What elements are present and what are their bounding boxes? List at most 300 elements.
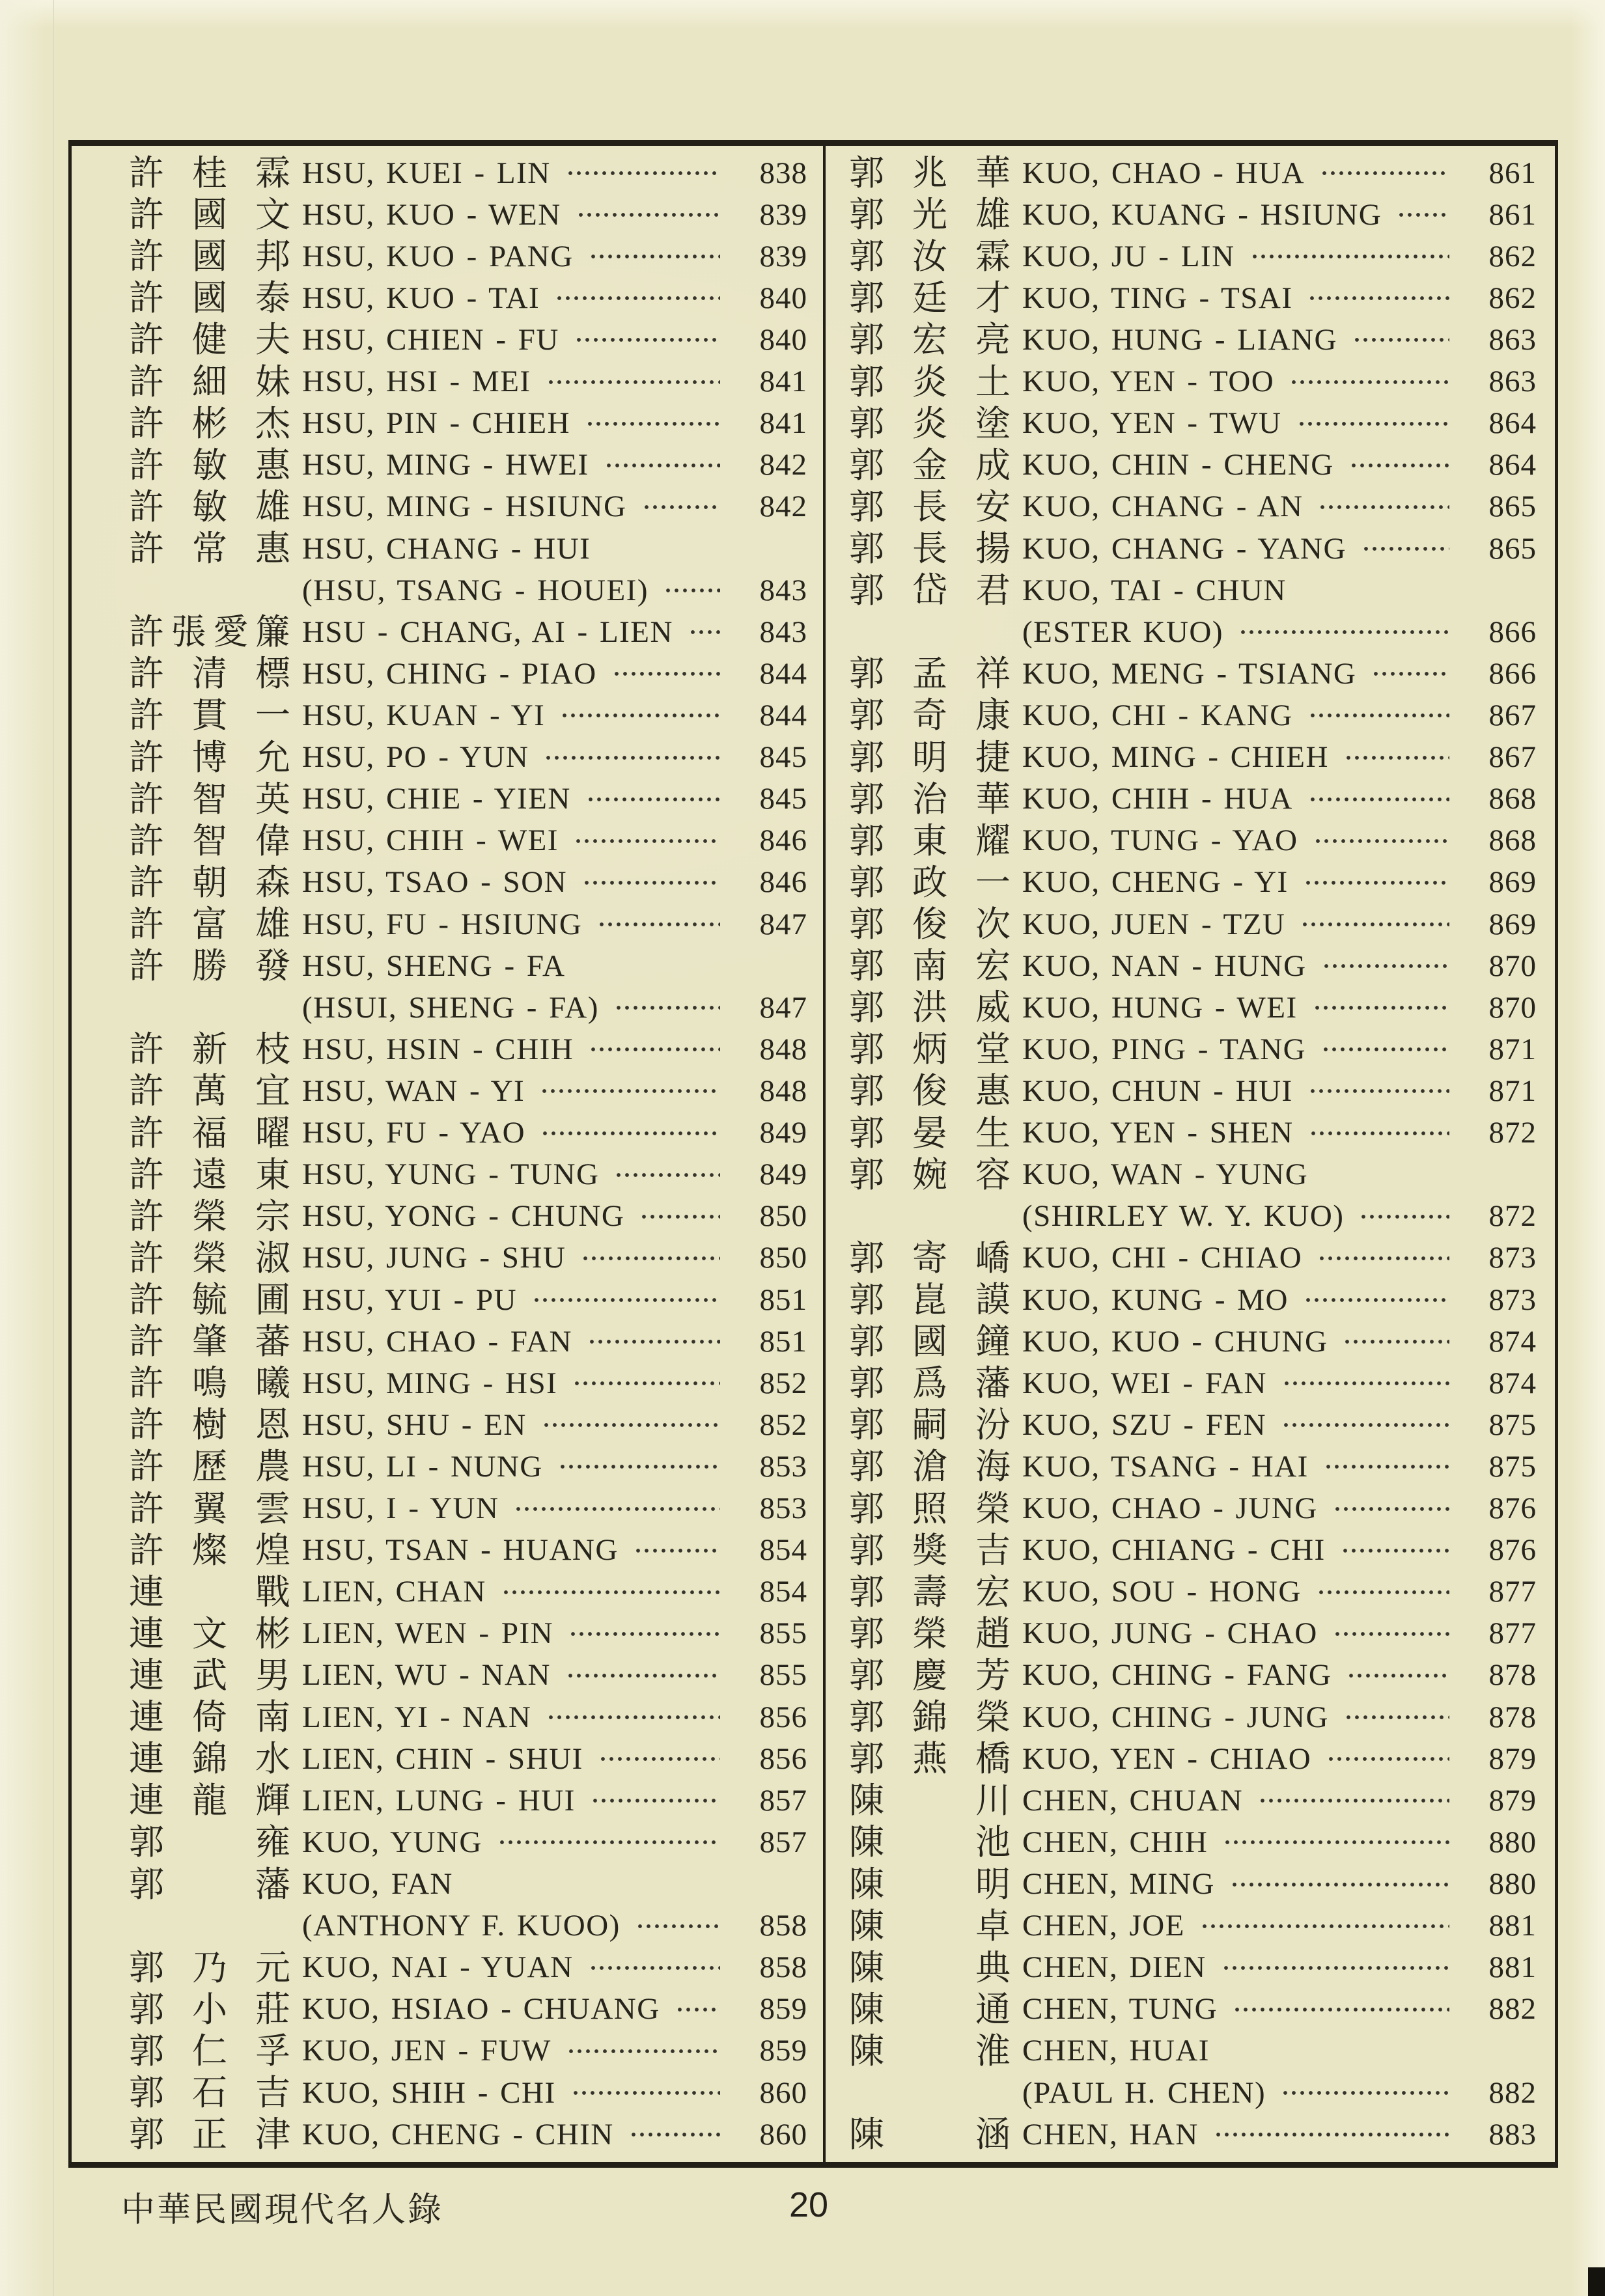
dot-leader [548, 1715, 720, 1720]
dot-leader [557, 296, 720, 301]
romanized-name: KUO, WEI - FAN [1022, 1366, 1267, 1400]
dot-leader [1322, 171, 1449, 176]
index-row [849, 862, 1537, 904]
chinese-name: 郭 國 鐘 [849, 1322, 1011, 1362]
index-row [129, 1989, 807, 2030]
romanized-name: CHEN, DIEN [1022, 1950, 1207, 1985]
chinese-name: 許 敏 惠 [129, 445, 290, 485]
entry-page-number: 879 [1488, 1741, 1537, 1776]
entry-page-number: 860 [759, 2117, 807, 2151]
romanized-name: KUO, KUNG - MO [1022, 1282, 1289, 1317]
dot-leader [1315, 1005, 1449, 1010]
romanized-name: KUO, SZU - FEN [1022, 1407, 1267, 1442]
chinese-name: 許 遠 東 [129, 1155, 290, 1195]
dot-leader [1348, 1673, 1449, 1678]
romanized-name: HSU, FU - YAO [302, 1116, 526, 1150]
index-row [129, 194, 807, 236]
chinese-name: 郭 俊 惠 [849, 1072, 1011, 1111]
index-row [129, 611, 807, 653]
index-row [129, 1029, 807, 1070]
chinese-name: 許 新 枝 [129, 1030, 290, 1070]
romanized-name: HSU, MING - HWEI [302, 448, 589, 482]
entry-page-number: 863 [1488, 365, 1537, 399]
chinese-name: 許 富 雄 [129, 905, 290, 945]
chinese-name: 郭 長 揚 [849, 529, 1011, 569]
chinese-name: 許 彬 杰 [129, 404, 290, 443]
entry-page-number: 846 [759, 865, 807, 900]
entry-page-number: 845 [759, 782, 807, 816]
entry-page-number: 877 [1488, 1616, 1537, 1651]
index-row [129, 1655, 807, 1696]
chinese-name: 郭 寄 嶠 [849, 1238, 1011, 1278]
romanized-name: KUO, CHENG - CHIN [302, 2117, 614, 2151]
entry-page-number: 862 [1488, 281, 1537, 315]
index-row [129, 319, 807, 361]
chinese-name: 郭 奇 康 [849, 696, 1011, 736]
dot-leader [1326, 1464, 1449, 1469]
name-index-table [68, 140, 1558, 2168]
index-row [849, 1821, 1537, 1863]
dot-leader [1324, 963, 1449, 969]
entry-page-number: 847 [759, 990, 807, 1025]
scan-edge-left [0, 0, 54, 2296]
entry-page-number: 866 [1488, 656, 1537, 691]
index-row [129, 904, 807, 945]
index-row [129, 1905, 807, 1947]
chinese-name: 郭 燕 橋 [849, 1739, 1011, 1779]
chinese-name: 郭 滄 海 [849, 1447, 1011, 1487]
dot-leader [614, 671, 720, 676]
romanized-name: KUO, MING - CHIEH [1022, 740, 1329, 775]
dot-leader [1252, 254, 1449, 259]
index-row [849, 1530, 1537, 1571]
romanized-name: LIEN, WEN - PIN [302, 1616, 554, 1651]
chinese-name: 郭 俊 次 [849, 905, 1011, 945]
chinese-name: 許 桂 霖 [129, 154, 290, 193]
romanized-name: (HSU, TSANG - HOUEI) [302, 573, 649, 607]
romanized-name: HSU, HSI - MEI [302, 365, 531, 399]
entry-page-number: 839 [759, 197, 807, 232]
index-row [849, 1488, 1537, 1530]
chinese-name: 許 智 英 [129, 779, 290, 819]
romanized-name: KUO, CHAO - JUNG [1022, 1491, 1318, 1526]
index-row [849, 236, 1537, 277]
index-row [849, 653, 1537, 695]
dot-leader [534, 1297, 720, 1303]
entry-page-number: 858 [759, 1950, 807, 1985]
dot-leader [641, 1214, 720, 1219]
dot-leader [1319, 1590, 1449, 1595]
entry-page-number: 855 [759, 1658, 807, 1693]
chinese-name: 陳 通 [849, 1989, 1011, 2029]
entry-page-number: 873 [1488, 1241, 1537, 1275]
romanized-name: KUO, CHANG - YANG [1022, 531, 1347, 566]
index-row [849, 403, 1537, 445]
dot-leader [616, 1172, 720, 1178]
column-left [129, 152, 807, 2155]
chinese-name: 郭 炎 塗 [849, 404, 1011, 443]
index-row [849, 695, 1537, 736]
dot-leader [1283, 1422, 1449, 1428]
entry-page-number: 865 [1488, 490, 1537, 524]
entry-page-number: 843 [759, 573, 807, 607]
romanized-name: KUO, TING - TSAI [1022, 281, 1293, 315]
chinese-name: 郭 藩 [129, 1864, 290, 1904]
romanized-name: HSU, FU - HSIUNG [302, 907, 583, 941]
romanized-name: KUO, YEN - CHIAO [1022, 1741, 1312, 1776]
index-row [849, 1989, 1537, 2030]
dot-leader [635, 1548, 720, 1553]
chinese-name: 郭 仁 孚 [129, 2031, 290, 2071]
dot-leader [1346, 1715, 1449, 1720]
index-row [849, 2114, 1537, 2155]
dot-leader [1310, 797, 1449, 802]
entry-page-number: 870 [1488, 990, 1537, 1025]
dot-leader [1346, 755, 1449, 760]
dot-leader [568, 171, 720, 176]
entry-page-number: 869 [1488, 865, 1537, 900]
romanized-name: KUO, MENG - TSIANG [1022, 656, 1357, 691]
romanized-name: KUO, HUNG - LIANG [1022, 322, 1337, 357]
romanized-name: CHEN, CHUAN [1022, 1783, 1244, 1818]
index-row [849, 1362, 1537, 1404]
entry-page-number: 870 [1488, 948, 1537, 983]
dot-leader [591, 254, 720, 259]
index-row [129, 1738, 807, 1780]
romanized-name: KUO, CHIANG - CHI [1022, 1533, 1326, 1568]
chinese-name: 許 國 邦 [129, 237, 290, 277]
index-row [849, 445, 1537, 486]
chinese-name: 許 國 文 [129, 195, 290, 235]
romanized-name: LIEN, WU - NAN [302, 1658, 551, 1693]
dot-leader [1240, 629, 1449, 635]
entry-page-number: 854 [759, 1533, 807, 1568]
index-row [849, 1905, 1537, 1947]
entry-page-number: 882 [1488, 1992, 1537, 2026]
romanized-name: CHEN, CHIH [1022, 1825, 1208, 1859]
romanized-name: HSU, MING - HSIUNG [302, 490, 627, 524]
index-row [129, 862, 807, 904]
romanized-name: KUO, TSANG - HAI [1022, 1449, 1309, 1484]
romanized-name: KUO, HUNG - WEI [1022, 990, 1298, 1025]
romanized-name: KUO, CHING - FANG [1022, 1658, 1332, 1693]
entry-page-number: 851 [759, 1282, 807, 1317]
romanized-name: KUO, JEN - FUW [302, 2034, 551, 2068]
romanized-name: CHEN, HAN [1022, 2117, 1199, 2151]
index-row [849, 1029, 1537, 1070]
romanized-name: (SHIRLEY W. Y. KUO) [1022, 1199, 1345, 1234]
dot-leader [570, 1631, 720, 1637]
index-row [129, 1154, 807, 1196]
chinese-name: 連 文 彬 [129, 1614, 290, 1653]
dot-leader [1299, 421, 1450, 426]
index-row [849, 820, 1537, 862]
entry-page-number: 865 [1488, 531, 1537, 566]
index-row [129, 1279, 807, 1321]
index-row [129, 945, 807, 987]
chinese-name: 郭 廷 才 [849, 279, 1011, 318]
index-row [129, 1613, 807, 1655]
dot-leader [644, 505, 720, 510]
index-row [129, 1113, 807, 1154]
entry-page-number: 844 [759, 698, 807, 732]
index-row [129, 1780, 807, 1821]
dot-leader [591, 1047, 720, 1052]
chinese-name: 許 榮 宗 [129, 1196, 290, 1236]
chinese-name: 郭 長 安 [849, 487, 1011, 527]
dot-leader [548, 380, 720, 385]
romanized-name: LIEN, CHIN - SHUI [302, 1741, 583, 1776]
romanized-name: KUO, CHI - KANG [1022, 698, 1293, 732]
index-row [849, 528, 1537, 570]
scan-corner-mark [1588, 2267, 1605, 2296]
chinese-name: 連 錦 水 [129, 1739, 290, 1779]
index-row [129, 1446, 807, 1487]
chinese-name: 許 肇 蕃 [129, 1322, 290, 1362]
romanized-name: KUO, CHIH - HUA [1022, 782, 1293, 816]
dot-leader [600, 1756, 720, 1762]
entry-page-number: 863 [1488, 322, 1537, 357]
index-row [129, 570, 807, 611]
entry-page-number: 881 [1488, 1950, 1537, 1985]
dot-leader [606, 463, 720, 468]
index-row [129, 1863, 807, 1905]
dot-leader [1399, 212, 1449, 217]
index-row [849, 1404, 1537, 1446]
entry-page-number: 850 [759, 1241, 807, 1275]
column-right [849, 152, 1537, 2155]
romanized-name: KUO, CHAO - HUA [1022, 156, 1305, 190]
dot-leader [665, 588, 720, 593]
romanized-name: HSU, CHIE - YIEN [302, 782, 571, 816]
dot-leader [1345, 1339, 1449, 1344]
chinese-name: 許 榮 淑 [129, 1238, 290, 1278]
index-row [849, 1154, 1537, 1196]
index-row [129, 486, 807, 528]
dot-leader [1354, 337, 1449, 342]
dot-leader [1305, 1297, 1449, 1303]
index-row [129, 820, 807, 862]
dot-leader [1309, 296, 1449, 301]
index-row [129, 1488, 807, 1530]
romanized-name: HSU, CHIEN - FU [302, 322, 559, 357]
romanized-name: KUO, CHING - JUNG [1022, 1700, 1329, 1734]
entry-page-number: 872 [1488, 1116, 1537, 1150]
index-row [129, 277, 807, 319]
entry-page-number: 871 [1488, 1032, 1537, 1066]
romanized-name: HSU, YUNG - TUNG [302, 1157, 600, 1192]
dot-leader [589, 1339, 720, 1344]
entry-page-number: 841 [759, 406, 807, 441]
chinese-name: 郭 晏 生 [849, 1113, 1011, 1153]
dot-leader [1323, 1047, 1449, 1052]
entry-page-number: 849 [759, 1157, 807, 1192]
chinese-name: 郭 炎 土 [849, 362, 1011, 402]
dot-leader [1284, 1381, 1449, 1386]
romanized-name: HSU, TSAN - HUANG [302, 1533, 619, 1568]
dot-leader [499, 1840, 720, 1845]
chinese-name: 許 福 曜 [129, 1113, 290, 1153]
chinese-name: 郭 東 耀 [849, 821, 1011, 861]
romanized-name: HSU, SHU - EN [302, 1407, 527, 1442]
index-row [129, 1571, 807, 1613]
chinese-name: 許 敏 雄 [129, 487, 290, 527]
romanized-name: KUO, YEN - TWU [1022, 406, 1282, 441]
index-row [849, 152, 1537, 194]
entry-page-number: 878 [1488, 1658, 1537, 1693]
chinese-name: 郭 南 宏 [849, 947, 1011, 986]
entry-page-number: 877 [1488, 1575, 1537, 1609]
index-row [849, 1613, 1537, 1655]
romanized-name: KUO, PING - TANG [1022, 1032, 1307, 1066]
dot-leader [546, 755, 720, 760]
index-row [129, 1696, 807, 1738]
romanized-name: HSU, PIN - CHIEH [302, 406, 570, 441]
chinese-name: 郭 孟 祥 [849, 654, 1011, 694]
chinese-name: 許 萬 宜 [129, 1072, 290, 1111]
dot-leader [560, 1464, 720, 1469]
entry-page-number: 882 [1488, 2075, 1537, 2110]
chinese-name: 郭 洪 威 [849, 988, 1011, 1028]
chinese-name: 郭 光 雄 [849, 195, 1011, 235]
entry-page-number: 859 [759, 1992, 807, 2026]
chinese-name: 郭 爲 藩 [849, 1364, 1011, 1404]
chinese-name: 郭 婉 容 [849, 1155, 1011, 1195]
romanized-name: HSU, PO - YUN [302, 740, 529, 775]
romanized-name: HSU, WAN - YI [302, 1073, 525, 1108]
romanized-name: KUO, CHIN - CHENG [1022, 448, 1334, 482]
index-row [129, 528, 807, 570]
dot-leader [1335, 1506, 1449, 1512]
chinese-name: 郭 正 津 [129, 2115, 290, 2155]
dot-leader [1315, 838, 1449, 844]
footer-page-number: 20 [789, 2185, 829, 2224]
dot-leader [576, 838, 720, 844]
index-row [849, 904, 1537, 945]
romanized-name: HSU, KUO - WEN [302, 197, 561, 232]
romanized-name: HSU, CHING - PIAO [302, 656, 597, 691]
entry-page-number: 868 [1488, 823, 1537, 858]
entry-page-number: 861 [1488, 156, 1537, 190]
entry-page-number: 853 [759, 1491, 807, 1526]
romanized-name: KUO, FAN [302, 1867, 453, 1902]
index-row [129, 1196, 807, 1238]
chinese-name: 郭 炳 堂 [849, 1030, 1011, 1070]
romanized-name: HSU, CHIH - WEI [302, 823, 559, 858]
index-row [849, 987, 1537, 1029]
index-row [849, 611, 1537, 653]
entry-page-number: 853 [759, 1449, 807, 1484]
chinese-name: 許 博 允 [129, 738, 290, 777]
index-row [849, 1780, 1537, 1821]
entry-page-number: 855 [759, 1616, 807, 1651]
chinese-name: 許 貫 一 [129, 696, 290, 736]
chinese-name: 許 燦 煌 [129, 1530, 290, 1570]
dot-leader [588, 797, 720, 802]
romanized-name: HSU, SHENG - FA [302, 948, 566, 983]
chinese-name: 許 細 妹 [129, 362, 290, 402]
entry-page-number: 852 [759, 1366, 807, 1400]
entry-page-number: 867 [1488, 698, 1537, 732]
dot-leader [677, 2007, 720, 2012]
entry-page-number: 876 [1488, 1533, 1537, 1568]
index-row [129, 1821, 807, 1863]
entry-page-number: 849 [759, 1116, 807, 1150]
entry-page-number: 857 [759, 1783, 807, 1818]
dot-leader [542, 1088, 720, 1094]
entry-page-number: 846 [759, 823, 807, 858]
dot-leader [1235, 2007, 1449, 2012]
chinese-name: 許 張 愛 簾 [129, 613, 290, 652]
romanized-name: HSU, HSIN - CHIH [302, 1032, 574, 1066]
index-row [849, 1655, 1537, 1696]
dot-leader [631, 2132, 720, 2137]
dot-leader [1202, 1924, 1449, 1929]
index-row [129, 2114, 807, 2155]
entry-page-number: 880 [1488, 1867, 1537, 1902]
romanized-name: KUO, JUNG - CHAO [1022, 1616, 1318, 1651]
index-row [129, 361, 807, 403]
romanized-name: CHEN, JOE [1022, 1909, 1185, 1943]
index-row [849, 1947, 1537, 1989]
romanized-name: KUO, CHI - CHIAO [1022, 1241, 1303, 1275]
romanized-name: KUO, JUEN - TZU [1022, 907, 1286, 941]
scan-edge-top [0, 0, 1605, 29]
romanized-name: (HSUI, SHENG - FA) [302, 990, 599, 1025]
romanized-name: HSU, KUO - PANG [302, 239, 574, 273]
romanized-name: HSU, MING - HSI [302, 1366, 558, 1400]
dot-leader [1319, 1256, 1449, 1261]
entry-page-number: 858 [759, 1909, 807, 1943]
entry-page-number: 852 [759, 1407, 807, 1442]
entry-page-number: 856 [759, 1741, 807, 1776]
chinese-name: 許 國 泰 [129, 279, 290, 318]
index-row [849, 319, 1537, 361]
dot-leader [1232, 1882, 1449, 1887]
chinese-name: 連 倚 南 [129, 1698, 290, 1737]
romanized-name: KUO, SHIH - CHI [302, 2075, 556, 2110]
dot-leader [1225, 1840, 1449, 1845]
romanized-name: KUO, YEN - TOO [1022, 365, 1275, 399]
chinese-name: 許 歷 農 [129, 1447, 290, 1487]
dot-leader [542, 1131, 720, 1136]
chinese-name: 陳 淮 [849, 2031, 1011, 2071]
index-row [849, 2072, 1537, 2114]
romanized-name: KUO, TAI - CHUN [1022, 573, 1287, 607]
entry-page-number: 875 [1488, 1449, 1537, 1484]
dot-leader [562, 713, 720, 718]
romanized-name: KUO, KUANG - HSIUNG [1022, 197, 1382, 232]
index-row [849, 779, 1537, 820]
romanized-name: KUO, CHANG - AN [1022, 490, 1304, 524]
entry-page-number: 875 [1488, 1407, 1537, 1442]
chinese-name: 郭 明 捷 [849, 738, 1011, 777]
dot-leader [1305, 880, 1449, 885]
index-row [849, 570, 1537, 611]
chinese-name: 郭 崑 謨 [849, 1280, 1011, 1320]
index-row [849, 1113, 1537, 1154]
romanized-name: CHEN, MING [1022, 1867, 1215, 1902]
chinese-name: 郭 小 莊 [129, 1989, 290, 2029]
entry-page-number: 880 [1488, 1825, 1537, 1859]
dot-leader [1311, 1131, 1449, 1136]
entry-page-number: 862 [1488, 239, 1537, 273]
entry-page-number: 840 [759, 281, 807, 315]
chinese-name: 許 健 夫 [129, 320, 290, 360]
romanized-name: HSU, CHANG - HUI [302, 531, 591, 566]
romanized-name: HSU, LI - NUNG [302, 1449, 543, 1484]
index-row [129, 403, 807, 445]
